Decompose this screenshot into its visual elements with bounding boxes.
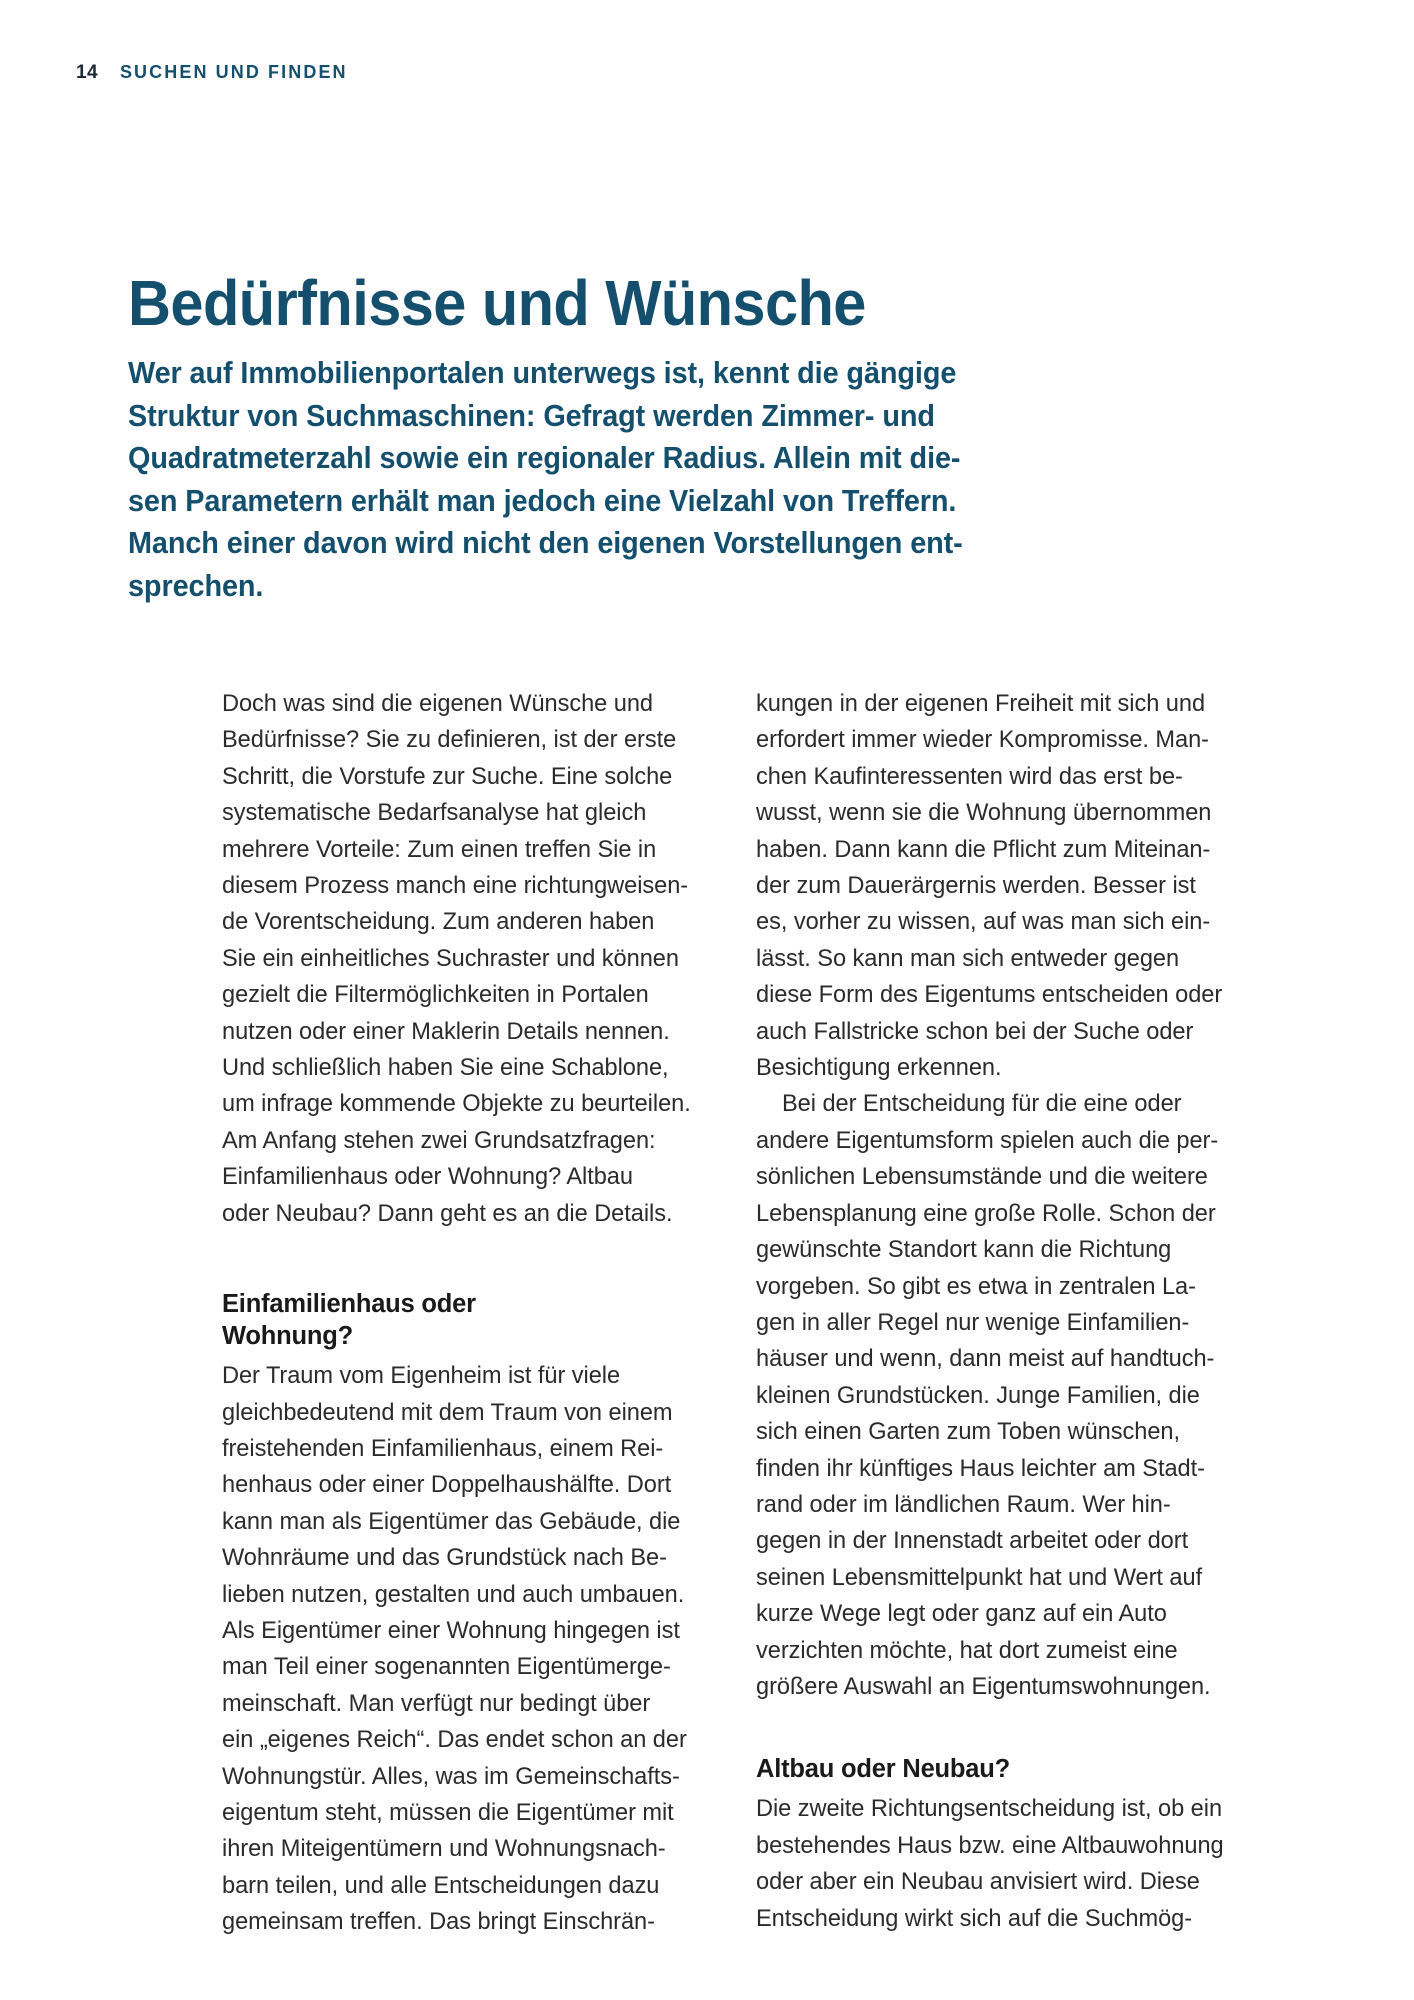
text-line: wusst, wenn sie die Wohnung übernommen: [756, 800, 1212, 827]
text-line: gegen in der Innenstadt arbeitet oder dort: [756, 1528, 1189, 1555]
text-line: chen Kaufinteressenten wird das erst be-: [756, 763, 1183, 790]
text-line: Die zweite Richtungsentscheidung ist, ob ein: [756, 1796, 1223, 1823]
text-line: Doch was sind die eigenen Wünsche und: [222, 691, 653, 717]
text-line: Einfamilienhaus oder: [222, 1290, 476, 1319]
text-line: Bedürfnisse? Sie zu definieren, ist der erste: [222, 727, 677, 754]
lead-paragraph: [128, 352, 1073, 607]
paragraph: [222, 686, 712, 1232]
spacer: [222, 1232, 712, 1288]
text-line: sprechen.: [128, 568, 264, 603]
text-line: häuser und wenn, dann meist auf handtuch-: [756, 1346, 1215, 1373]
text-line: gemeinsam treffen. Das bringt Einschrän-: [222, 1909, 655, 1936]
subheading-einfamilienhaus: [222, 1288, 712, 1352]
text-line: sen Parametern erhält man jedoch eine Vielzahl von Treffern.: [128, 483, 957, 518]
text-line: Bei der Entscheidung für die eine oder: [782, 1091, 1182, 1118]
text-line: vorgeben. So gibt es etwa in zentralen La-: [756, 1273, 1196, 1300]
text-line: eigentum steht, müssen die Eigentümer mit: [222, 1799, 674, 1826]
text-line: Und schließlich haben Sie eine Schablone,: [222, 1055, 669, 1082]
text-line: gezielt die Filtermöglichkeiten in Portalen: [222, 982, 649, 1009]
text-line: Am Anfang stehen zwei Grundsatzfragen:: [222, 1127, 656, 1154]
text-line: meinschaft. Man verfügt nur bedingt über: [222, 1690, 651, 1717]
text-line: verzichten möchte, hat dort zumeist eine: [756, 1637, 1178, 1664]
text-line: Schritt, die Vorstufe zur Suche. Eine solche: [222, 763, 673, 790]
text-line: Wohnungstür. Alles, was im Gemeinschafts-: [222, 1763, 680, 1790]
text-line: gen in aller Regel nur wenige Einfamilien-: [756, 1309, 1190, 1336]
text-line: bestehendes Haus bzw. eine Altbauwohnung: [756, 1832, 1224, 1859]
section-title: SUCHEN UND FINDEN: [119, 62, 348, 82]
text-line: ein „eigenes Reich“. Das endet schon an der: [222, 1727, 687, 1754]
paragraph: [756, 1791, 1246, 1937]
text-line: gleichbedeutend mit dem Traum von einem: [222, 1399, 673, 1426]
text-line: kungen in der eigenen Freiheit mit sich und: [756, 691, 1206, 717]
text-line: Sie ein einheitliches Suchraster und können: [222, 945, 679, 972]
text-line: es, vorher zu wissen, auf was man sich ein-: [756, 909, 1211, 936]
text-line: de Vorentscheidung. Zum anderen haben: [222, 909, 655, 936]
text-line: erfordert immer wieder Kompromisse. Man-: [756, 727, 1209, 754]
text-line: lieben nutzen, gestalten und auch umbauen.: [222, 1581, 685, 1608]
text-line: sönlichen Lebensumstände und die weitere: [756, 1164, 1208, 1191]
text-line: Struktur von Suchmaschinen: Gefragt werden Zimmer- und: [128, 398, 935, 433]
page-title: Bedürfnisse und Wünsche: [128, 266, 866, 339]
text-line: Wohnräume und das Grundstück nach Be-: [222, 1545, 667, 1572]
right-column: [756, 686, 1246, 1941]
text-line: haben. Dann kann die Pflicht zum Miteinan-: [756, 836, 1211, 863]
left-column: [222, 686, 712, 1941]
text-line: Wer auf Immobilienportalen unterwegs ist, kennt die gängige: [128, 356, 957, 390]
text-line: sich einen Garten zum Toben wünschen,: [756, 1419, 1180, 1446]
paragraph: [756, 686, 1246, 1086]
text-line: diesem Prozess manch eine richtungweisen-: [222, 873, 689, 900]
text-line: auch Fallstricke schon bei der Suche oder: [756, 1018, 1194, 1045]
text-line: Wohnung?: [222, 1322, 354, 1351]
text-line: Quadratmeterzahl sowie ein regionaler Radius. Allein mit die-: [128, 441, 961, 475]
body-columns: [222, 686, 1246, 1941]
text-line: systematische Bedarfsanalyse hat gleich: [222, 800, 647, 827]
text-line: diese Form des Eigentums entscheiden oder: [756, 982, 1223, 1009]
text-line: größere Auswahl an Eigentumswohnungen.: [756, 1673, 1211, 1700]
text-line: andere Eigentumsform spielen auch die per-: [756, 1127, 1219, 1154]
running-head: [76, 62, 348, 84]
text-line: Lebensplanung eine große Rolle. Schon der: [756, 1200, 1216, 1227]
text-line: henhaus oder einer Doppelhaushälfte. Dort: [222, 1472, 672, 1499]
text-line: gewünschte Standort kann die Richtung: [756, 1237, 1172, 1264]
text-line: ihren Miteigentümern und Wohnungsnach-: [222, 1836, 666, 1863]
text-line: Altbau oder Neubau?: [756, 1755, 1011, 1784]
paragraph: [756, 1086, 1246, 1705]
text-line: man Teil einer sogenannten Eigentümerge-: [222, 1654, 671, 1681]
text-line: Einfamilienhaus oder Wohnung? Altbau: [222, 1164, 633, 1191]
text-line: oder Neubau? Dann geht es an die Details.: [222, 1200, 673, 1227]
page-number: 14: [76, 62, 98, 83]
text-line: barn teilen, und alle Entscheidungen dazu: [222, 1872, 660, 1899]
text-line: freistehenden Einfamilienhaus, einem Rei-: [222, 1435, 664, 1462]
text-line: kurze Wege legt oder ganz auf ein Auto: [756, 1601, 1167, 1628]
text-line: Entscheidung wirkt sich auf die Suchmög-: [756, 1905, 1193, 1932]
text-line: seinen Lebensmittelpunkt hat und Wert auf: [756, 1564, 1203, 1591]
subheading-altbau: [756, 1753, 1246, 1785]
text-line: nutzen oder einer Maklerin Details nennen.: [222, 1018, 670, 1045]
spacer: [756, 1705, 1246, 1753]
text-line: finden ihr künftiges Haus leichter am Stadt-: [756, 1455, 1205, 1482]
text-line: Besichtigung erkennen.: [756, 1055, 1002, 1082]
text-line: rand oder im ländlichen Raum. Wer hin-: [756, 1491, 1171, 1518]
text-line: oder aber ein Neubau anvisiert wird. Diese: [756, 1869, 1200, 1896]
paragraph: [222, 1358, 712, 1941]
text-line: kann man als Eigentümer das Gebäude, die: [222, 1508, 681, 1535]
text-line: lässt. So kann man sich entweder gegen: [756, 945, 1180, 972]
text-line: Der Traum vom Eigenheim ist für viele: [222, 1363, 621, 1390]
text-line: mehrere Vorteile: Zum einen treffen Sie in: [222, 836, 657, 863]
text-line: Manch einer davon wird nicht den eigenen Vorstellungen ent-: [128, 526, 963, 560]
text-line: der zum Dauerärgernis werden. Besser ist: [756, 873, 1196, 900]
text-line: Als Eigentümer einer Wohnung hingegen ist: [222, 1617, 680, 1644]
text-line: kleinen Grundstücken. Junge Familien, die: [756, 1382, 1200, 1409]
text-line: um infrage kommende Objekte zu beurteilen.: [222, 1091, 691, 1118]
